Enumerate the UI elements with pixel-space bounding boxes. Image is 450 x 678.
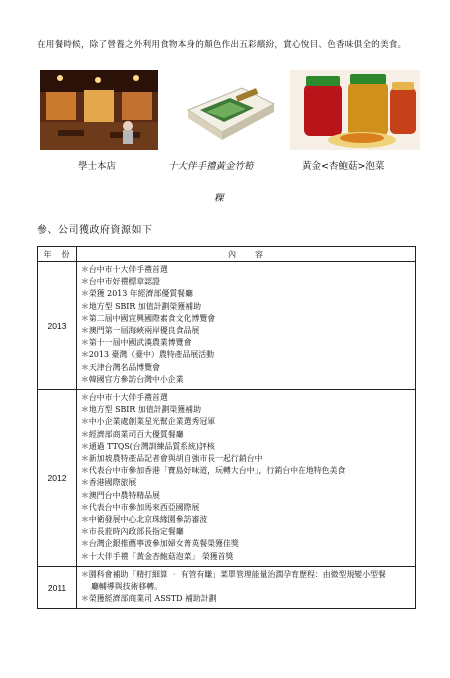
- list-item: ＊通過 TTQS(台灣訓練品質系統)評核: [81, 441, 215, 451]
- list-item: ＊新加坡農特產品記者會與胡自強市長一起行銷台中: [81, 454, 263, 464]
- list-item: ＊地方型 SBIR 加值計劃榮獲補助: [81, 301, 201, 311]
- year-cell: 2011: [38, 566, 77, 609]
- photo-caption: 黃金<杏鮑菇>泡菜: [302, 161, 385, 172]
- list-item: ＊榮獲經濟部商業司 ASSTD 補助計劃: [81, 594, 217, 604]
- list-item: ＊市長蒞時內政部長指定餐廳: [81, 527, 184, 537]
- caption-continuation: 粿: [214, 193, 224, 204]
- government-resources-table: [37, 246, 416, 609]
- list-item: ＊台中市十大伴手禮首選: [81, 393, 168, 403]
- list-item: ＊天津台灣名品博覽會: [81, 362, 160, 372]
- list-item: ＊澳門台中農特精品展: [81, 490, 160, 500]
- content-cell: [77, 262, 416, 390]
- content-cell: [77, 390, 416, 567]
- list-item: ＊十大伴手禮「黃金杏鮑菇泡菜」 榮獲首獎: [81, 551, 234, 561]
- list-item: ＊台中市十大伴手禮首選: [81, 265, 168, 274]
- table-row: [38, 390, 416, 567]
- pickled-mushroom-jars-photo: [290, 70, 420, 150]
- list-item: ＊經濟部商業司百大優質餐廳: [81, 429, 184, 439]
- list-item: ＊園科會補助「精打細算 ‧ 有管有賺」菜單管理能量治潤孕育歷程：由微型規變小型餐: [81, 569, 386, 579]
- list-item: ＊香港國際旅展: [81, 478, 137, 488]
- list-item: ＊第二屆中國宜興國際素食文化博覽會: [81, 313, 216, 323]
- list-item: ＊第十一屆中國武漢農業博覽會: [81, 338, 192, 348]
- content-cell: [77, 566, 416, 609]
- list-item: ＊中衛發展中心北京珠緣園參訪審波: [81, 515, 208, 525]
- list-item: ＊澳門第一屆海峽兩岸優良食品展: [81, 326, 200, 336]
- photo-caption: 十大伴手禮黃金竹筍: [168, 161, 254, 172]
- list-item: ＊榮獲 2013 年經濟部優質餐廳: [81, 289, 193, 299]
- photo-strip: [40, 70, 420, 150]
- column-header-year: 年 份: [38, 247, 77, 262]
- year-cell: 2012: [38, 390, 77, 567]
- section-heading: 參、公司獲政府資源如下: [37, 225, 153, 236]
- table-row: [38, 566, 416, 609]
- list-item: 廳輔導與技術移轉。: [91, 582, 163, 592]
- list-item: ＊台中市好禮標章認證: [81, 277, 160, 287]
- column-header-content: 內 容: [77, 247, 416, 262]
- restaurant-photo: [40, 70, 158, 150]
- photo-captions: [40, 158, 430, 176]
- list-item: ＊台灣企銀推薦寧波參加婦女菁英餐榮獲佳獎: [81, 539, 239, 549]
- bamboo-shoot-gift-box-photo: [170, 70, 288, 150]
- list-item: ＊中小企業處創業星光幫企業選秀冠軍: [81, 417, 216, 427]
- list-item: ＊地方型 SBIR 加值計劃榮獲補助: [81, 405, 201, 415]
- list-item: ＊韓國官方參訪台灣中小企業: [81, 374, 184, 384]
- intro-paragraph: 在用餐時候，除了營養之外利用食物本身的顏色作出五彩繽紛，賞心悅目、色香味俱全的美食。: [37, 40, 407, 50]
- list-item: ＊代表台中市參加香港「寶島好味道，玩轉大台中」，行銷台中在地特色美食: [81, 466, 346, 476]
- list-item: ＊2013 臺灣（臺中）農特產品展活動: [81, 350, 215, 360]
- table-header-row: [38, 247, 416, 262]
- list-item: ＊代表台中市參加馬來西亞國際展: [81, 502, 200, 512]
- photo-caption: 學士本店: [78, 161, 117, 172]
- table-row: [38, 262, 416, 390]
- year-cell: 2013: [38, 262, 77, 390]
